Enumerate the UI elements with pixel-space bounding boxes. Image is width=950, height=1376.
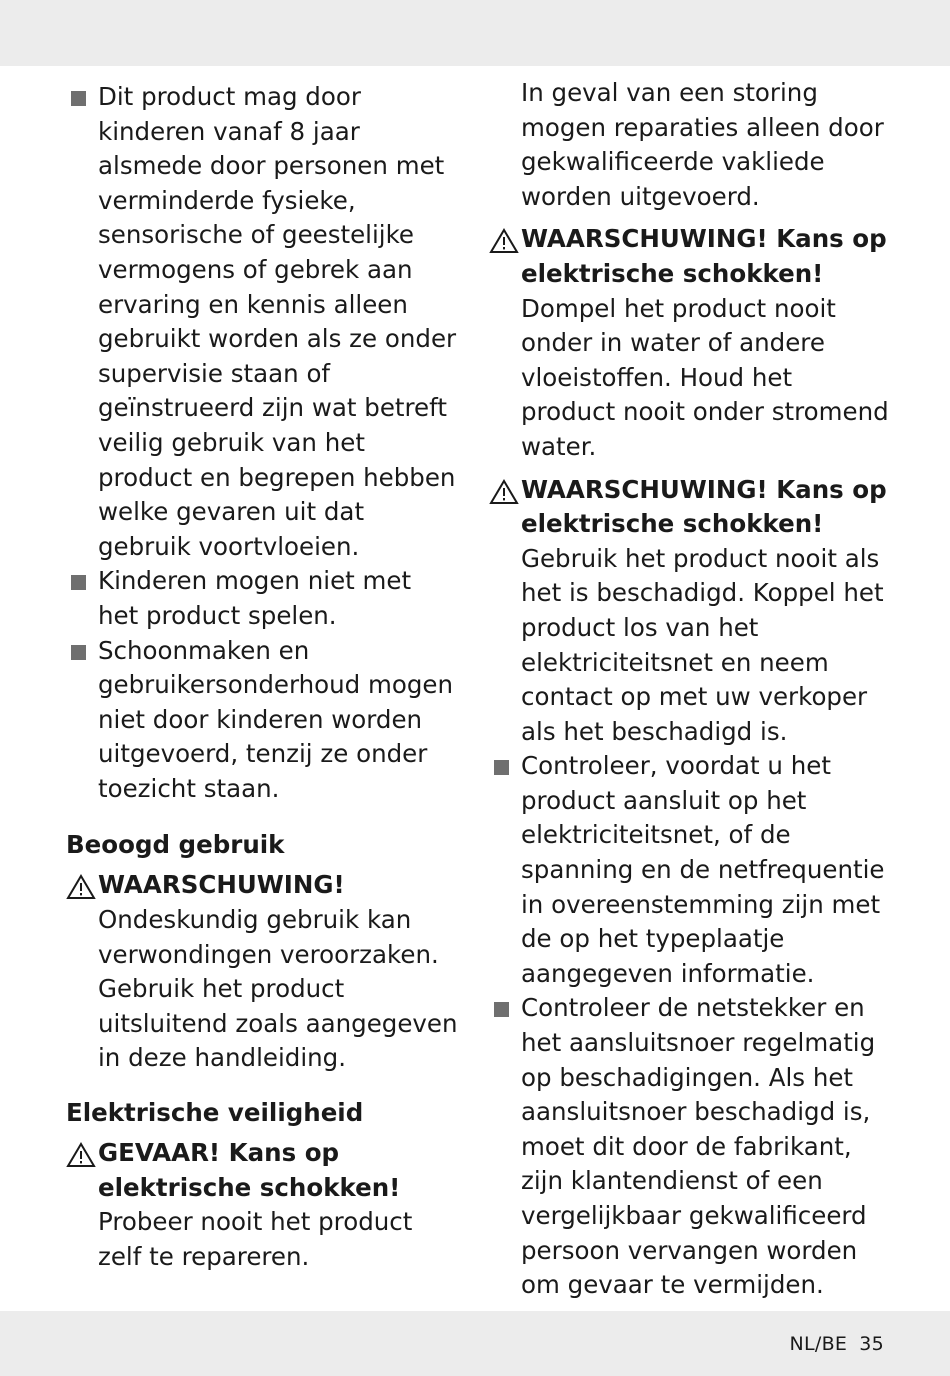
warning-block: [66, 868, 458, 1076]
page-footer: [789, 1333, 884, 1355]
warning-triangle-icon: [489, 479, 519, 505]
bullet-square-icon: [71, 91, 86, 106]
warning-triangle-icon: [66, 874, 96, 900]
warning-triangle-icon: [66, 1142, 96, 1168]
header-band: [0, 0, 950, 66]
warning-text: Dompel het product nooit onder in water of andere vloeistoffen. Houd het product nooit onder stromend water.: [521, 293, 889, 461]
bullet-text: Kinderen mogen niet met het product spelen.: [98, 566, 412, 630]
bullet-square-icon: [71, 645, 86, 660]
warning-title: WAARSCHUWING! Kans op elektrische schokken!: [521, 474, 887, 539]
bullet-square-icon: [71, 575, 86, 590]
warning-block: [489, 222, 889, 464]
bullet-text: Controleer de netstekker en het aansluitsnoer regelmatig op beschadigingen. Als het aansluitsnoer beschadigd is, moet dit door de fabrikant, zijn klantendienst of een vergelijkbaar gekwalificeerd persoon vervangen worden om gevaar te vermijden.: [521, 993, 876, 1300]
warning-title: WAARSCHUWING! Kans op elektrische schokken!: [521, 224, 887, 288]
danger-text: Probeer nooit het product zelf te repareren.: [98, 1207, 413, 1271]
warning-title: WAARSCHUWING!: [98, 870, 345, 900]
bullet-item: [66, 634, 458, 807]
bullet-text: Schoonmaken en gebruikersonderhoud mogen niet door kinderen worden uitgevoerd, tenzij ze onder toezicht staan.: [98, 635, 453, 803]
right-column: [489, 76, 889, 1303]
bullet-item: [489, 991, 889, 1302]
bullet-square-icon: [494, 1002, 509, 1017]
bullet-item: [66, 80, 458, 564]
section-heading-intended-use: Beoogd gebruik: [66, 830, 285, 860]
continued-text: In geval van een storing mogen reparaties alleen door gekwalificeerde vakliede worden uitgevoerd.: [521, 78, 884, 211]
language-code: NL/BE: [789, 1333, 848, 1355]
bullet-text: Controleer, voordat u het product aansluit op het elektriciteitsnet, of de spanning en de netfrequentie in overeenstemming zijn met de op het typeplaatje aangegeven informatie.: [521, 751, 885, 988]
warning-text: Ondeskundig gebruik kan verwondingen veroorzaken. Gebruik het product uitsluitend zoals aangegeven in deze handleiding.: [98, 905, 458, 1073]
warning-text: Gebruik het product nooit als het is beschadigd. Koppel het product los van het elektriciteitsnet en neem contact op met uw verkoper als het beschadigd is.: [521, 543, 884, 746]
danger-block: [66, 1136, 458, 1274]
section-heading-electrical-safety: Elektrische veiligheid: [66, 1098, 364, 1128]
warning-block: [489, 473, 889, 750]
warning-triangle-icon: [489, 228, 519, 254]
bullet-text: Dit product mag door kinderen vanaf 8 jaar alsmede door personen met verminderde fysieke, sensorische of geestelijke vermogens of gebrek aan ervaring en kennis alleen gebruikt worden als ze onder supervisie staan of geïnstrueerd zijn wat betreft veilig gebruik van het product en begrepen hebben welke gevaren uit dat gebruik voortvloeien.: [98, 82, 457, 561]
left-column: [66, 80, 458, 1274]
bullet-item: [66, 564, 458, 633]
danger-title: GEVAAR! Kans op elektrische schokken!: [98, 1138, 401, 1202]
page-number: 35: [859, 1333, 884, 1355]
bullet-square-icon: [494, 760, 509, 775]
bullet-item: [489, 749, 889, 991]
